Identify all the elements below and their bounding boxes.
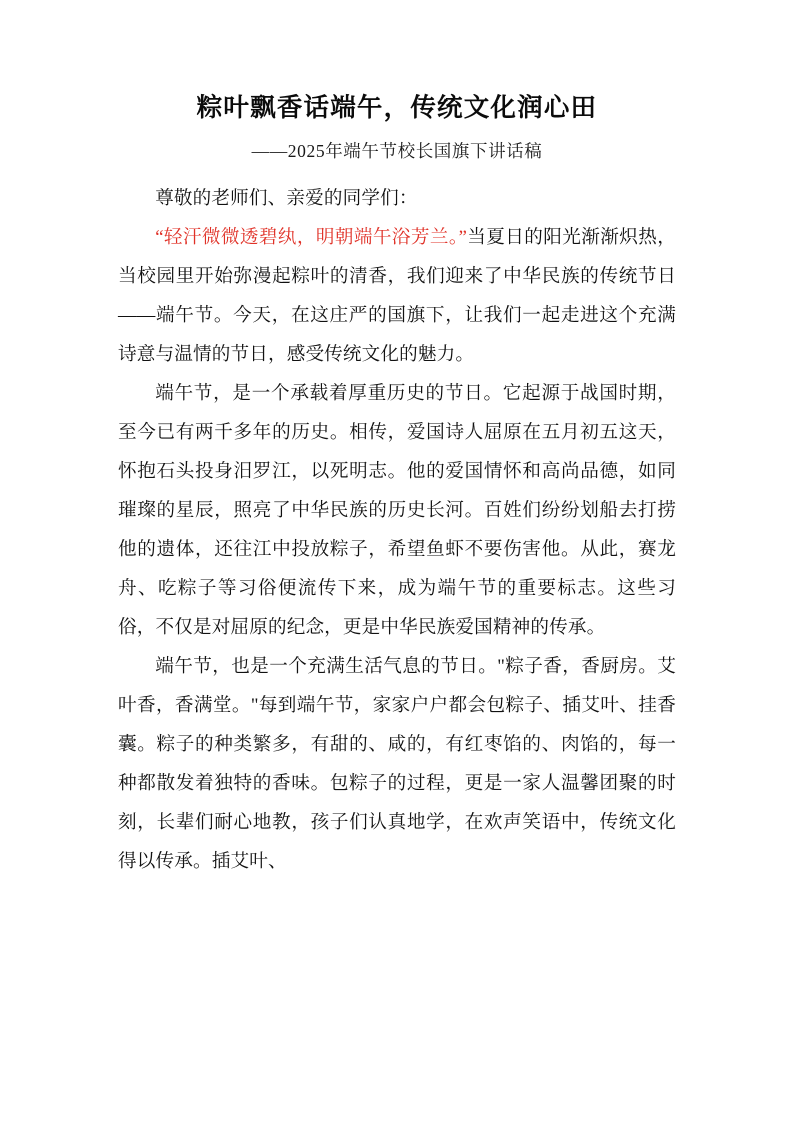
paragraph-1	[118, 218, 676, 374]
document-subtitle: ——2025年端午节校长国旗下讲话稿	[251, 141, 543, 161]
document-body	[118, 179, 676, 881]
paragraph-3: 端午节，也是一个充满生活气息的节日。"粽子香，香厨房。艾叶香，香满堂。"每到端午节，家家户户都会包粽子、插艾叶、挂香囊。粽子的种类繁多，有甜的、咸的，有红枣馅的、肉馅的，每一种都散发着独特的香味。包粽子的过程，更是一家人温馨团聚的时刻，长辈们耐心地教，孩子们认真地学，在欢声笑语中，传统文化得以传承。插艾叶、	[118, 656, 676, 872]
salutation-line: 尊敬的老师们、亲爱的同学们：	[155, 188, 418, 209]
paragraph-2: 端午节，是一个承载着厚重历史的节日。它起源于战国时期，至今已有两千多年的历史。相传，爱国诗人屈原在五月初五这天，怀抱石头投身汨罗江，以死明志。他的爱国情怀和高尚品德，如同璀璨的星辰，照亮了中华民族的历史长河。百姓们纷纷划船去打捞他的遗体，还往江中投放粽子，希望鱼虾不要伤害他。从此，赛龙舟、吃粽子等习俗便流传下来，成为端午节的重要标志。这些习俗，不仅是对屈原的纪念，更是中华民族爱国精神的传承。	[118, 383, 676, 638]
page-title: 粽叶飘香话端午，传统文化润心田	[196, 93, 598, 122]
paragraph-1-text: 当夏日的阳光渐渐炽热，当校园里开始弥漫起粽叶的清香，我们迎来了中华民族的传统节日——端午节。今天，在这庄严的国旗下，让我们一起走进这个充满诗意与温情的节日，感受传统文化的魅力。	[118, 227, 677, 365]
poem-quote: “轻汗微微透碧纨，明朝端午浴芳兰。”	[155, 227, 467, 248]
page-content-area	[118, 88, 676, 881]
